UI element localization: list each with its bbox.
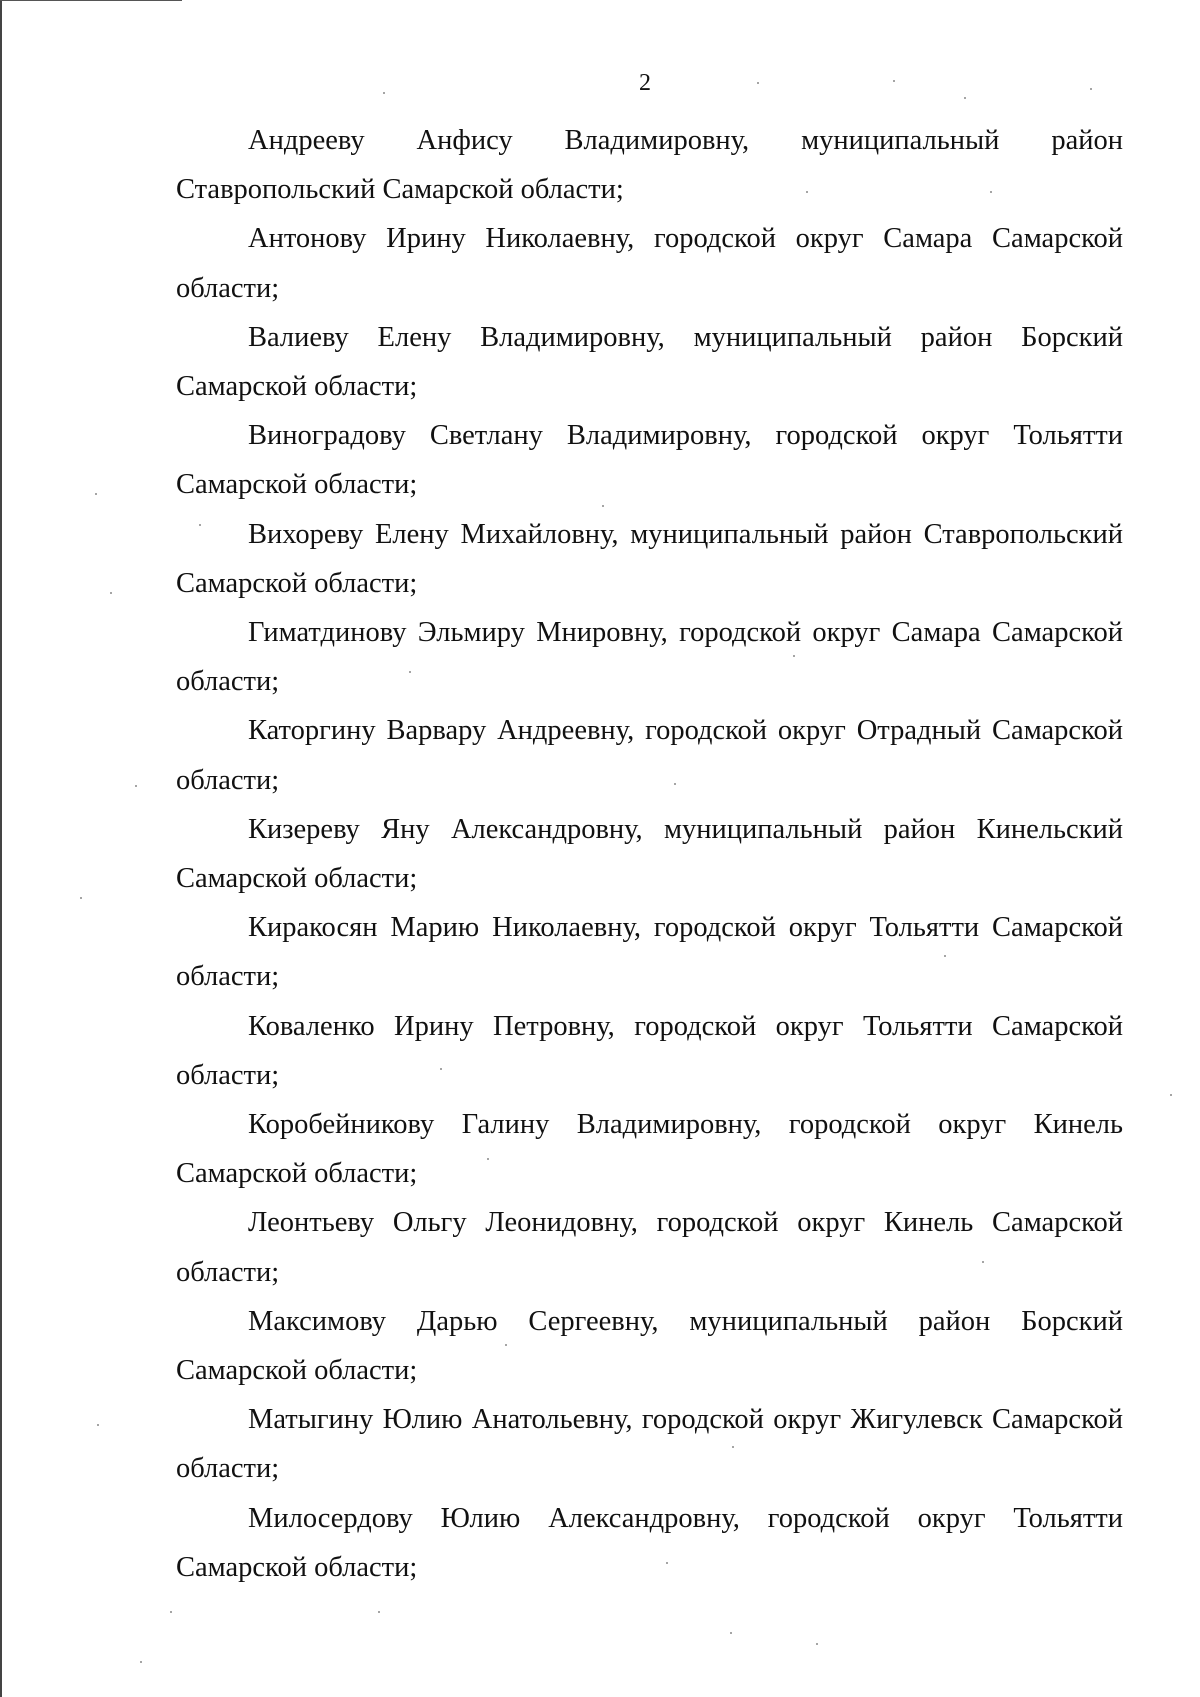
scan-speck bbox=[440, 1068, 442, 1070]
scan-speck bbox=[383, 92, 385, 94]
list-entry: Матыгину Юлию Анатольевну, городской округ Жигулевск Самарской области; bbox=[176, 1404, 1123, 1485]
list-entry: Антонову Ирину Николаевну, городской округ Самара Самарской области; bbox=[176, 223, 1123, 304]
list-entry: Кизереву Яну Александровну, муниципальный район Кинельский Самарской области; bbox=[176, 813, 1123, 895]
list-entry: Валиеву Елену Владимировну, муниципальный район Борский Самарской области; bbox=[176, 321, 1123, 403]
scan-speck bbox=[199, 524, 201, 526]
list-entry: Киракосян Марию Николаевну, городской округ Тольятти Самарской области; bbox=[176, 912, 1123, 993]
scan-speck bbox=[409, 671, 411, 673]
scan-speck bbox=[135, 785, 137, 787]
scan-speck bbox=[893, 80, 895, 82]
scan-speck bbox=[816, 1643, 818, 1645]
scan-speck bbox=[730, 1632, 732, 1634]
scan-speck bbox=[602, 505, 604, 507]
scan-speck bbox=[140, 1661, 142, 1663]
scan-speck bbox=[97, 1424, 99, 1426]
list-entry: Вихореву Елену Михайловну, муниципальный район Ставропольский Самарской области; bbox=[176, 518, 1123, 599]
list-entry: Максимову Дарью Сергеевну, муниципальный район Борский Самарской области; bbox=[176, 1305, 1123, 1387]
scan-speck bbox=[487, 1158, 489, 1160]
scan-edge-top bbox=[0, 0, 182, 1]
list-entry: Коваленко Ирину Петровну, городской округ Тольятти Самарской области; bbox=[176, 1010, 1123, 1091]
list-entry: Коробейникову Галину Владимировну, городской округ Кинель Самарской области; bbox=[176, 1109, 1123, 1190]
scan-speck bbox=[964, 97, 966, 99]
scan-speck bbox=[793, 655, 795, 657]
scan-speck bbox=[505, 1344, 507, 1346]
list-entry: Виноградову Светлану Владимировну, городской округ Тольятти Самарской области; bbox=[176, 420, 1123, 501]
list-entry: Каторгину Варвару Андреевну, городской округ Отрадный Самарской области; bbox=[176, 715, 1123, 796]
scan-speck bbox=[1090, 88, 1092, 90]
scan-speck bbox=[80, 897, 82, 899]
document-body bbox=[176, 116, 1123, 1592]
scan-speck bbox=[944, 955, 946, 957]
list-entry: Милосердову Юлию Александровну, городской округ Тольятти Самарской области; bbox=[176, 1502, 1123, 1583]
scan-edge-left bbox=[0, 0, 2, 1697]
list-entry: Андрееву Анфису Владимировну, муниципальный район Ставропольский Самарской области; bbox=[176, 125, 1123, 206]
scan-speck bbox=[378, 1611, 380, 1613]
list-entry: Леонтьеву Ольгу Леонидовну, городской округ Кинель Самарской области; bbox=[176, 1207, 1123, 1288]
scan-speck bbox=[982, 1261, 984, 1263]
scan-speck bbox=[110, 592, 112, 594]
scan-speck bbox=[757, 82, 759, 84]
scan-speck bbox=[666, 1562, 668, 1564]
scan-speck bbox=[732, 1446, 734, 1448]
list-entry: Гиматдинову Эльмиру Мнировну, городской округ Самара Самарской области; bbox=[176, 617, 1123, 698]
scan-speck bbox=[95, 493, 97, 495]
scan-speck bbox=[170, 1611, 172, 1613]
scan-speck bbox=[674, 783, 676, 785]
scan-speck bbox=[990, 191, 992, 193]
page-number: 2 bbox=[639, 70, 651, 96]
scan-speck bbox=[1170, 1094, 1172, 1096]
scan-speck bbox=[806, 191, 808, 193]
